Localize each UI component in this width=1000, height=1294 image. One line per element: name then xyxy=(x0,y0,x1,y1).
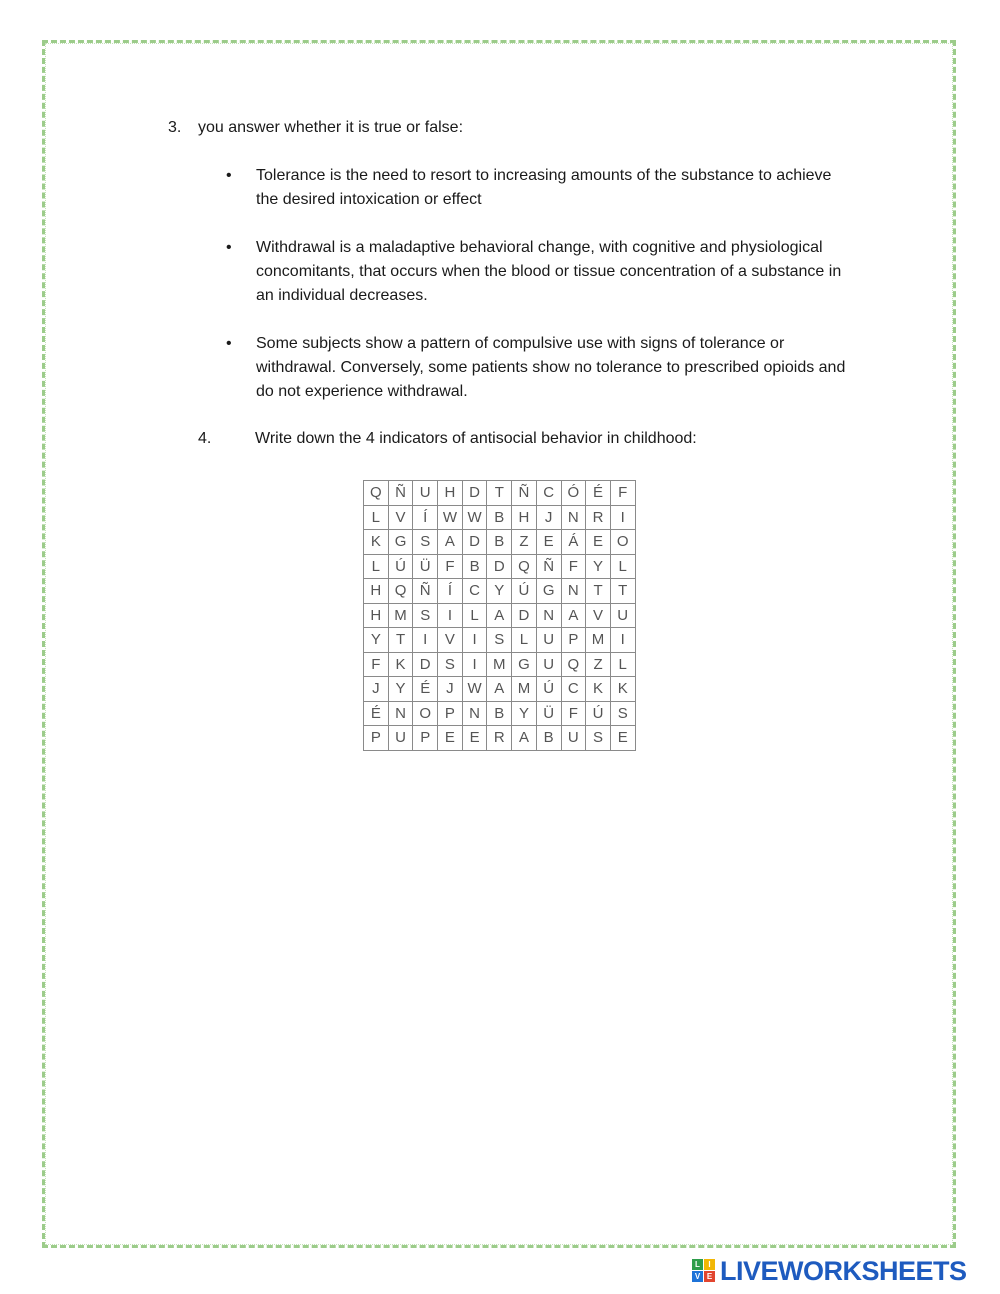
question-4-number: 4. xyxy=(198,430,212,447)
word-search-cell[interactable]: R xyxy=(487,726,512,751)
word-search-cell[interactable]: D xyxy=(413,652,438,677)
word-search-cell[interactable]: H xyxy=(512,505,537,530)
word-search-cell[interactable]: K xyxy=(388,652,413,677)
word-search-cell[interactable]: U xyxy=(413,481,438,506)
word-search-cell[interactable]: H xyxy=(364,579,389,604)
statement-list xyxy=(226,164,846,428)
word-search-cell[interactable]: R xyxy=(586,505,611,530)
word-search-cell[interactable]: F xyxy=(364,652,389,677)
word-search-cell[interactable]: N xyxy=(561,579,586,604)
word-search-cell[interactable]: L xyxy=(610,554,635,579)
word-search-cell[interactable]: U xyxy=(610,603,635,628)
word-search-cell[interactable]: B xyxy=(462,554,487,579)
statement-text: Withdrawal is a maladaptive behavioral change, with cognitive and physiological concomitants, that occurs when the blood or tissue concentration of a substance in an individual decreases. xyxy=(256,239,842,304)
word-search-cell[interactable]: C xyxy=(536,481,561,506)
word-search-cell[interactable]: Z xyxy=(512,530,537,555)
word-search-cell[interactable]: E xyxy=(462,726,487,751)
word-search-cell[interactable]: Y xyxy=(487,579,512,604)
word-search-cell[interactable]: D xyxy=(462,481,487,506)
word-search-cell[interactable]: Y xyxy=(586,554,611,579)
word-search-cell[interactable]: H xyxy=(364,603,389,628)
question-3-number: 3. xyxy=(168,119,182,136)
word-search-cell[interactable]: U xyxy=(536,652,561,677)
word-search-cell[interactable]: Í xyxy=(413,505,438,530)
word-search-cell[interactable]: B xyxy=(487,701,512,726)
word-search-cell[interactable]: Ú xyxy=(536,677,561,702)
word-search-cell[interactable]: S xyxy=(487,628,512,653)
word-search-cell[interactable]: T xyxy=(388,628,413,653)
word-search-cell[interactable]: I xyxy=(610,628,635,653)
logo-text: LIVEWORKSHEETS xyxy=(720,1255,967,1286)
word-search-cell[interactable]: Ú xyxy=(586,701,611,726)
word-search-cell[interactable]: M xyxy=(586,628,611,653)
word-search-cell[interactable]: M xyxy=(388,603,413,628)
word-search-cell[interactable]: F xyxy=(561,554,586,579)
logo-icon-square: E xyxy=(704,1271,715,1282)
word-search-cell[interactable]: G xyxy=(388,530,413,555)
word-search-cell[interactable]: M xyxy=(512,677,537,702)
word-search-cell[interactable]: P xyxy=(561,628,586,653)
word-search-row xyxy=(364,652,636,677)
word-search-cell[interactable]: S xyxy=(438,652,463,677)
word-search-cell[interactable]: Q xyxy=(388,579,413,604)
word-search-cell[interactable]: K xyxy=(610,677,635,702)
word-search-cell[interactable]: V xyxy=(586,603,611,628)
word-search-cell[interactable]: Í xyxy=(438,579,463,604)
word-search-cell[interactable]: B xyxy=(487,530,512,555)
word-search-cell[interactable]: L xyxy=(462,603,487,628)
word-search-cell[interactable]: I xyxy=(413,628,438,653)
word-search-cell[interactable]: Q xyxy=(561,652,586,677)
word-search-cell[interactable]: E xyxy=(586,530,611,555)
word-search-cell[interactable]: I xyxy=(438,603,463,628)
word-search-cell[interactable]: K xyxy=(586,677,611,702)
word-search-cell[interactable]: Ü xyxy=(413,554,438,579)
word-search-cell[interactable]: J xyxy=(536,505,561,530)
word-search-cell[interactable]: L xyxy=(610,652,635,677)
word-search-cell[interactable]: S xyxy=(413,603,438,628)
bullet-icon: • xyxy=(226,167,232,184)
word-search-cell[interactable]: P xyxy=(438,701,463,726)
bullet-icon: • xyxy=(226,239,232,256)
word-search-cell[interactable]: I xyxy=(462,652,487,677)
word-search-cell[interactable]: W xyxy=(438,505,463,530)
word-search-cell[interactable]: N xyxy=(561,505,586,530)
word-search-cell[interactable]: H xyxy=(438,481,463,506)
statement-item xyxy=(226,332,846,404)
word-search-row xyxy=(364,726,636,751)
word-search-cell[interactable]: A xyxy=(512,726,537,751)
word-search-cell[interactable]: N xyxy=(462,701,487,726)
question-4-prompt: Write down the 4 indicators of antisocial behavior in childhood: xyxy=(255,430,697,447)
word-search-cell[interactable]: Ñ xyxy=(512,481,537,506)
word-search-cell[interactable]: Y xyxy=(388,677,413,702)
word-search-cell[interactable]: U xyxy=(388,726,413,751)
word-search-cell[interactable]: W xyxy=(462,505,487,530)
word-search-cell[interactable]: V xyxy=(438,628,463,653)
word-search-cell[interactable]: G xyxy=(512,652,537,677)
word-search-cell[interactable]: A xyxy=(487,677,512,702)
word-search-row xyxy=(364,554,636,579)
word-search-cell[interactable]: D xyxy=(487,554,512,579)
word-search-cell[interactable]: Z xyxy=(586,652,611,677)
word-search-cell[interactable]: O xyxy=(413,701,438,726)
word-search-cell[interactable]: E xyxy=(610,726,635,751)
word-search-cell[interactable]: O xyxy=(610,530,635,555)
bullet-icon: • xyxy=(226,335,232,352)
logo-icon-square: V xyxy=(692,1271,703,1282)
word-search-grid[interactable] xyxy=(363,480,636,751)
word-search-cell[interactable]: Ú xyxy=(388,554,413,579)
word-search-cell[interactable]: É xyxy=(364,701,389,726)
word-search-cell[interactable]: Q xyxy=(364,481,389,506)
word-search-cell[interactable]: G xyxy=(536,579,561,604)
word-search-row xyxy=(364,603,636,628)
question-3-prompt: you answer whether it is true or false: xyxy=(198,119,464,136)
word-search-cell[interactable]: Ñ xyxy=(413,579,438,604)
word-search-cell[interactable]: S xyxy=(610,701,635,726)
word-search-cell[interactable]: T xyxy=(610,579,635,604)
question-4 xyxy=(198,428,697,450)
word-search-cell[interactable]: E xyxy=(536,530,561,555)
word-search-row xyxy=(364,530,636,555)
statement-text: Some subjects show a pattern of compulsive use with signs of tolerance or withdrawal. Conversely, some patients show no tolerance to prescribed opioids and do not experience withdrawal. xyxy=(256,335,846,400)
word-search-cell[interactable]: L xyxy=(512,628,537,653)
word-search-cell[interactable]: F xyxy=(610,481,635,506)
word-search-cell[interactable]: L xyxy=(364,505,389,530)
word-search-row xyxy=(364,677,636,702)
word-search-cell[interactable]: J xyxy=(438,677,463,702)
word-search-cell[interactable]: Y xyxy=(364,628,389,653)
word-search-cell[interactable]: P xyxy=(413,726,438,751)
statement-item xyxy=(226,164,846,212)
word-search-cell[interactable]: Ú xyxy=(512,579,537,604)
word-search-cell[interactable]: Q xyxy=(512,554,537,579)
word-search-cell[interactable]: C xyxy=(462,579,487,604)
word-search-cell[interactable]: S xyxy=(586,726,611,751)
liveworksheets-logo xyxy=(692,1257,967,1285)
word-search-cell[interactable]: U xyxy=(561,726,586,751)
word-search-cell[interactable]: Ó xyxy=(561,481,586,506)
statement-item xyxy=(226,236,846,308)
word-search-cell[interactable]: V xyxy=(388,505,413,530)
word-search-cell[interactable]: Á xyxy=(561,530,586,555)
word-search-cell[interactable]: W xyxy=(462,677,487,702)
word-search-cell[interactable]: N xyxy=(388,701,413,726)
word-search-cell[interactable]: É xyxy=(586,481,611,506)
word-search-row xyxy=(364,628,636,653)
word-search-cell[interactable]: A xyxy=(487,603,512,628)
word-search-cell[interactable]: A xyxy=(561,603,586,628)
word-search-cell[interactable]: D xyxy=(462,530,487,555)
word-search-cell[interactable]: E xyxy=(438,726,463,751)
word-search-cell[interactable]: K xyxy=(364,530,389,555)
word-search-cell[interactable]: Ñ xyxy=(536,554,561,579)
question-3 xyxy=(168,117,463,139)
word-search-cell[interactable]: I xyxy=(610,505,635,530)
logo-icon-square: I xyxy=(704,1259,715,1270)
word-search-cell[interactable]: Ü xyxy=(536,701,561,726)
word-search-row xyxy=(364,481,636,506)
word-search-row xyxy=(364,505,636,530)
liveworksheets-logo-icon xyxy=(692,1259,718,1283)
word-search-cell[interactable]: T xyxy=(586,579,611,604)
word-search-cell[interactable]: D xyxy=(512,603,537,628)
word-search-cell[interactable]: M xyxy=(487,652,512,677)
word-search-cell[interactable]: I xyxy=(462,628,487,653)
statement-text: Tolerance is the need to resort to increasing amounts of the substance to achieve the desired intoxication or effect xyxy=(256,167,832,208)
word-search-cell[interactable]: F xyxy=(438,554,463,579)
word-search-cell[interactable]: P xyxy=(364,726,389,751)
word-search-cell[interactable]: A xyxy=(438,530,463,555)
word-search-row xyxy=(364,579,636,604)
word-search-cell[interactable]: C xyxy=(561,677,586,702)
word-search-cell[interactable]: N xyxy=(536,603,561,628)
word-search-cell[interactable]: J xyxy=(364,677,389,702)
word-search-cell[interactable]: B xyxy=(536,726,561,751)
word-search-cell[interactable]: T xyxy=(487,481,512,506)
word-search-cell[interactable]: F xyxy=(561,701,586,726)
word-search-cell[interactable]: Y xyxy=(512,701,537,726)
word-search-row xyxy=(364,701,636,726)
logo-icon-square: L xyxy=(692,1259,703,1270)
word-search-cell[interactable]: U xyxy=(536,628,561,653)
word-search-cell[interactable]: L xyxy=(364,554,389,579)
word-search-cell[interactable]: Ñ xyxy=(388,481,413,506)
word-search-cell[interactable]: É xyxy=(413,677,438,702)
word-search-cell[interactable]: S xyxy=(413,530,438,555)
word-search-cell[interactable]: B xyxy=(487,505,512,530)
